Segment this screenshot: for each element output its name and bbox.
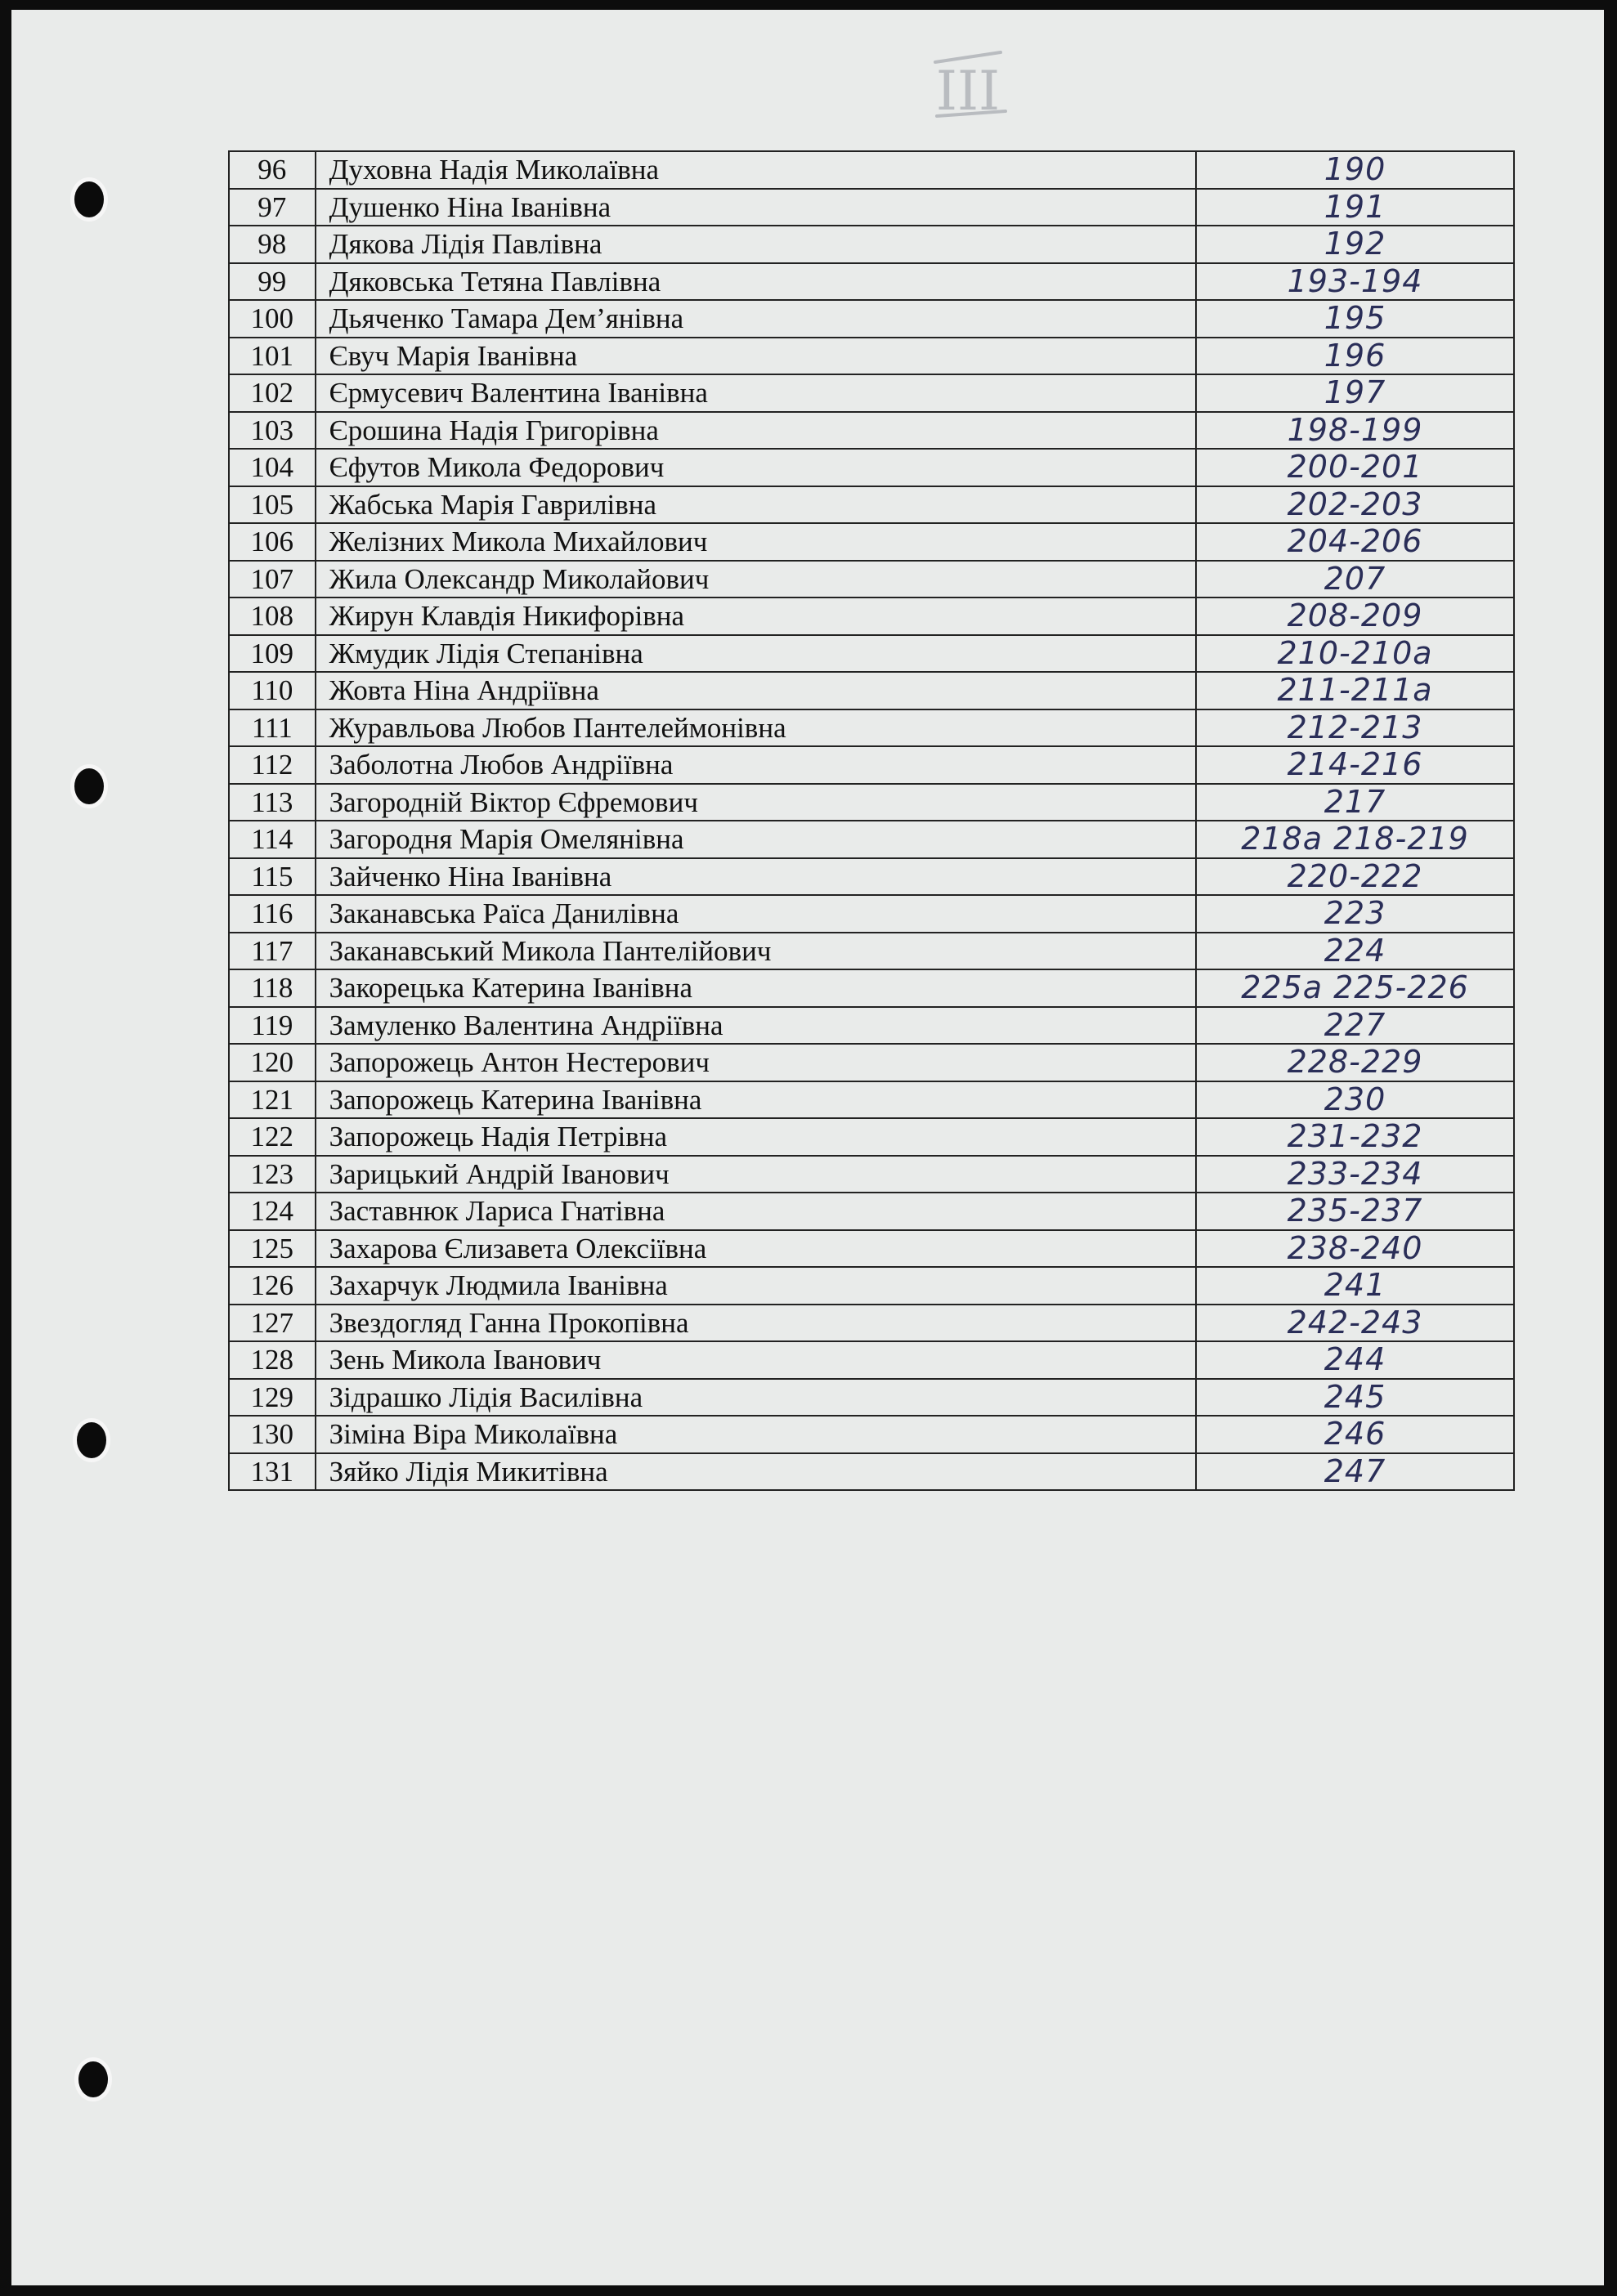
person-name: Заболотна Любов Андріївна [316, 746, 1196, 784]
row-number: 105 [229, 486, 316, 524]
punch-hole [74, 181, 104, 217]
sheet-numbers: 198-199 [1196, 412, 1514, 450]
row-number: 121 [229, 1081, 316, 1119]
row-number: 116 [229, 895, 316, 933]
sheet-numbers: 233-234 [1196, 1156, 1514, 1193]
row-number: 108 [229, 597, 316, 635]
sheet-numbers: 204-206 [1196, 523, 1514, 561]
table-row [229, 449, 1514, 486]
sheet-numbers: 191 [1196, 189, 1514, 226]
table-row [229, 895, 1514, 933]
row-number: 123 [229, 1156, 316, 1193]
sheet-numbers: 207 [1196, 561, 1514, 598]
table-row [229, 672, 1514, 709]
person-name: Закорецька Катерина Іванівна [316, 969, 1196, 1007]
table-row [229, 374, 1514, 412]
sheet-numbers: 200-201 [1196, 449, 1514, 486]
person-name: Єфутов Микола Федорович [316, 449, 1196, 486]
row-number: 102 [229, 374, 316, 412]
sheet-numbers: 210-210a [1196, 635, 1514, 673]
sheet-numbers: 218a 218-219 [1196, 821, 1514, 858]
sheet-numbers: 246 [1196, 1416, 1514, 1453]
row-number: 122 [229, 1118, 316, 1156]
row-number: 100 [229, 300, 316, 338]
row-number: 111 [229, 709, 316, 747]
row-number: 130 [229, 1416, 316, 1453]
person-name: Духовна Надія Миколаївна [316, 151, 1196, 189]
row-number: 103 [229, 412, 316, 450]
table-row [229, 821, 1514, 858]
sheet-numbers: 212-213 [1196, 709, 1514, 747]
row-number: 115 [229, 858, 316, 896]
table-row [229, 597, 1514, 635]
sheet-numbers: 242-243 [1196, 1305, 1514, 1342]
table-row [229, 709, 1514, 747]
person-name: Замуленко Валентина Андріївна [316, 1007, 1196, 1045]
person-name: Захарова Єлизавета Олексіївна [316, 1230, 1196, 1268]
person-name: Запорожець Катерина Іванівна [316, 1081, 1196, 1119]
person-name: Заканавський Микола Пантелійович [316, 933, 1196, 970]
punch-hole [78, 2061, 108, 2097]
person-name: Жила Олександр Миколайович [316, 561, 1196, 598]
table-row [229, 189, 1514, 226]
table-row [229, 300, 1514, 338]
person-name: Загородній Віктор Єфремович [316, 784, 1196, 821]
person-name: Зень Микола Іванович [316, 1341, 1196, 1379]
table-row [229, 338, 1514, 375]
sheet-numbers: 196 [1196, 338, 1514, 375]
document-page [11, 10, 1604, 2285]
table-row [229, 1305, 1514, 1342]
archive-stamp-text: III [935, 60, 1001, 123]
row-number: 106 [229, 523, 316, 561]
row-number: 113 [229, 784, 316, 821]
sheet-numbers: 228-229 [1196, 1044, 1514, 1081]
row-number: 118 [229, 969, 316, 1007]
name-list-table [228, 150, 1515, 1491]
person-name: Зайченко Ніна Іванівна [316, 858, 1196, 896]
sheet-numbers: 217 [1196, 784, 1514, 821]
row-number: 119 [229, 1007, 316, 1045]
table-row [229, 226, 1514, 263]
row-number: 127 [229, 1305, 316, 1342]
person-name: Зіміна Віра Миколаївна [316, 1416, 1196, 1453]
row-number: 120 [229, 1044, 316, 1081]
punch-hole [74, 768, 104, 804]
person-name: Дякова Лідія Павлівна [316, 226, 1196, 263]
sheet-numbers: 227 [1196, 1007, 1514, 1045]
sheet-numbers: 193-194 [1196, 263, 1514, 301]
sheet-numbers: 238-240 [1196, 1230, 1514, 1268]
sheet-numbers: 208-209 [1196, 597, 1514, 635]
person-name: Загородня Марія Омелянівна [316, 821, 1196, 858]
sheet-numbers: 230 [1196, 1081, 1514, 1119]
sheet-numbers: 197 [1196, 374, 1514, 412]
row-number: 117 [229, 933, 316, 970]
table-row [229, 1230, 1514, 1268]
person-name: Звездогляд Ганна Прокопівна [316, 1305, 1196, 1342]
row-number: 101 [229, 338, 316, 375]
person-name: Душенко Ніна Іванівна [316, 189, 1196, 226]
row-number: 125 [229, 1230, 316, 1268]
table-row [229, 1453, 1514, 1491]
table-row [229, 1341, 1514, 1379]
person-name: Єрмусевич Валентина Іванівна [316, 374, 1196, 412]
table-row [229, 1416, 1514, 1453]
table-row [229, 969, 1514, 1007]
row-number: 114 [229, 821, 316, 858]
row-number: 97 [229, 189, 316, 226]
table-row [229, 635, 1514, 673]
sheet-numbers: 241 [1196, 1267, 1514, 1305]
person-name: Запорожець Антон Нестерович [316, 1044, 1196, 1081]
row-number: 98 [229, 226, 316, 263]
row-number: 96 [229, 151, 316, 189]
archive-stamp [925, 44, 1015, 134]
table-row [229, 858, 1514, 896]
person-name: Заканавська Раїса Данилівна [316, 895, 1196, 933]
person-name: Журавльова Любов Пантелеймонівна [316, 709, 1196, 747]
person-name: Жмудик Лідія Степанівна [316, 635, 1196, 673]
table-row [229, 1156, 1514, 1193]
row-number: 104 [229, 449, 316, 486]
table-row [229, 1118, 1514, 1156]
person-name: Дьяченко Тамара Дем’янівна [316, 300, 1196, 338]
row-number: 109 [229, 635, 316, 673]
sheet-numbers: 190 [1196, 151, 1514, 189]
person-name: Зарицький Андрій Іванович [316, 1156, 1196, 1193]
table-row [229, 1193, 1514, 1230]
row-number: 129 [229, 1379, 316, 1417]
sheet-numbers: 214-216 [1196, 746, 1514, 784]
person-name: Зяйко Лідія Микитівна [316, 1453, 1196, 1491]
person-name: Запорожець Надія Петрівна [316, 1118, 1196, 1156]
person-name: Жовта Ніна Андріївна [316, 672, 1196, 709]
person-name: Жирун Клавдія Никифорівна [316, 597, 1196, 635]
sheet-numbers: 235-237 [1196, 1193, 1514, 1230]
table-row [229, 746, 1514, 784]
sheet-numbers: 245 [1196, 1379, 1514, 1417]
person-name: Желізних Микола Михайлович [316, 523, 1196, 561]
table-row [229, 1081, 1514, 1119]
row-number: 126 [229, 1267, 316, 1305]
row-number: 110 [229, 672, 316, 709]
table-row [229, 151, 1514, 189]
sheet-numbers: 223 [1196, 895, 1514, 933]
table-row [229, 523, 1514, 561]
sheet-numbers: 244 [1196, 1341, 1514, 1379]
sheet-numbers: 192 [1196, 226, 1514, 263]
row-number: 124 [229, 1193, 316, 1230]
person-name: Захарчук Людмила Іванівна [316, 1267, 1196, 1305]
person-name: Жабська Марія Гаврилівна [316, 486, 1196, 524]
name-list-body [229, 151, 1514, 1490]
sheet-numbers: 220-222 [1196, 858, 1514, 896]
table-row [229, 1379, 1514, 1417]
person-name: Заставнюк Лариса Гнатівна [316, 1193, 1196, 1230]
table-row [229, 784, 1514, 821]
row-number: 112 [229, 746, 316, 784]
table-row [229, 933, 1514, 970]
person-name: Зідрашко Лідія Василівна [316, 1379, 1196, 1417]
sheet-numbers: 247 [1196, 1453, 1514, 1491]
person-name: Єрошина Надія Григорівна [316, 412, 1196, 450]
person-name: Євуч Марія Іванівна [316, 338, 1196, 375]
sheet-numbers: 211-211a [1196, 672, 1514, 709]
punch-hole [77, 1422, 106, 1458]
sheet-numbers: 195 [1196, 300, 1514, 338]
sheet-numbers: 225a 225-226 [1196, 969, 1514, 1007]
table-row [229, 412, 1514, 450]
table-row [229, 1007, 1514, 1045]
sheet-numbers: 231-232 [1196, 1118, 1514, 1156]
row-number: 99 [229, 263, 316, 301]
sheet-numbers: 224 [1196, 933, 1514, 970]
person-name: Дяковська Тетяна Павлівна [316, 263, 1196, 301]
table-row [229, 486, 1514, 524]
row-number: 107 [229, 561, 316, 598]
table-row [229, 1267, 1514, 1305]
table-row [229, 561, 1514, 598]
sheet-numbers: 202-203 [1196, 486, 1514, 524]
row-number: 128 [229, 1341, 316, 1379]
table-row [229, 1044, 1514, 1081]
row-number: 131 [229, 1453, 316, 1491]
table-row [229, 263, 1514, 301]
